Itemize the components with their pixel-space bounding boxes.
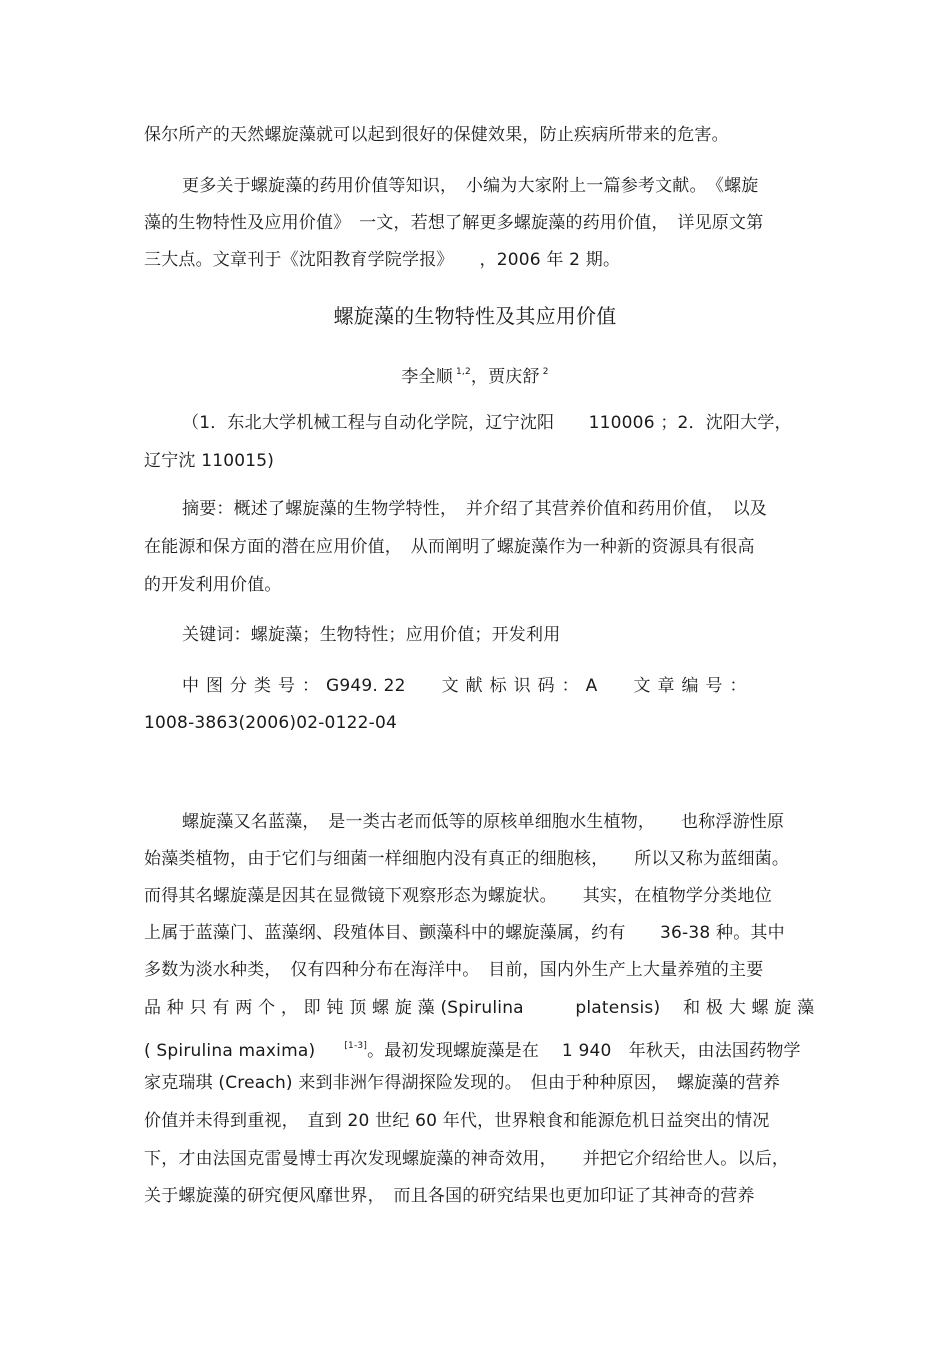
doc-code-label: 文献标识码： bbox=[441, 676, 586, 696]
citation-mark: [1-3] bbox=[344, 1041, 368, 1051]
body-line: 而得其名螺旋藻是因其在显微镜下观察形态为螺旋状。 其实，在植物学分类地位 bbox=[144, 886, 772, 906]
body-line: 下，才由法国克雷曼博士再次发现螺旋藻的神奇效用， 并把它介绍给世人。以后， bbox=[144, 1149, 790, 1169]
body-line: 价值并未得到重视， 直到 20 世纪 60 年代，世界粮食和能源危机日益突出的情况 bbox=[144, 1111, 770, 1131]
intro-paragraph-line: 藻的生物特性及应用价值》 一文，若想了解更多螺旋藻的药用价值， 详见原文第 bbox=[144, 213, 764, 233]
abstract-line: 摘要：概述了螺旋藻的生物学特性， 并介绍了其营养价值和药用价值， 以及 bbox=[182, 499, 767, 519]
article-authors bbox=[0, 361, 950, 388]
doc-code-value: A bbox=[585, 676, 598, 696]
body-text: 。最初发现螺旋藻是在 1 940 年秋天，由法国药物学 bbox=[367, 1041, 801, 1061]
body-line: 家克瑞琪 (Creach) 来到非洲乍得湖探险发现的。 但由于种种原因， 螺旋藻的营养 bbox=[144, 1073, 781, 1093]
abstract-line: 在能源和保方面的潜在应用价值， 从而阐明了螺旋藻作为一种新的资源具有很高 bbox=[144, 537, 755, 557]
abstract-line: 的开发利用价值。 bbox=[144, 575, 282, 595]
intro-paragraph-end: 保尔所产的天然螺旋藻就可以起到很好的保健效果，防止疾病所带来的危害。 bbox=[144, 125, 729, 145]
body-line: 多数为淡水种类， 仅有四种分布在海洋中。 目前，国内外生产上大量养殖的主要 bbox=[144, 960, 764, 980]
class-number-value: G949. 22 bbox=[326, 676, 406, 696]
affiliation-line: （1．东北大学机械工程与自动化学院，辽宁沈阳 110006 ；2．沈阳大学， bbox=[182, 413, 792, 433]
body-text: ( Spirulina maxima) bbox=[144, 1041, 316, 1061]
body-line: 上属于蓝藻门、蓝藻纲、段殖体目、颤藻科中的螺旋藻属，约有 36-38 种。其中 bbox=[144, 923, 785, 943]
author-affiliation-mark: 1,2 bbox=[455, 367, 471, 377]
author-name: 李全顺 bbox=[401, 367, 453, 387]
body-line: 关于螺旋藻的研究便风靡世界， 而且各国的研究结果也更加印证了其神奇的营养 bbox=[144, 1186, 755, 1206]
body-line: 始藻类植物，由于它们与细菌一样细胞内没有真正的细胞核， 所以又称为蓝细菌。 bbox=[144, 849, 790, 869]
intro-paragraph-line: 更多关于螺旋藻的药用价值等知识， 小编为大家附上一篇参考文献。 《螺旋 bbox=[182, 176, 759, 196]
keywords-line: 关键词：螺旋藻；生物特性；应用价值；开发利用 bbox=[182, 625, 561, 645]
author-separator: ， bbox=[470, 367, 489, 387]
body-line: 螺旋藻又名蓝藻， 是一类古老而低等的原核单细胞水生植物， 也称浮游性原 bbox=[182, 812, 785, 832]
body-line bbox=[144, 1035, 801, 1062]
article-number-value: 1008-3863(2006)02-0122-04 bbox=[144, 713, 397, 733]
body-line: 品 种 只 有 两 个 ， 即 钝 顶 螺 旋 藻 (Spirulina platensis) 和 极 大 螺 旋 藻 bbox=[144, 998, 815, 1018]
intro-paragraph-line: 三大点。文章刊于《沈阳教育学院学报》 ，2006 年 2 期。 bbox=[144, 250, 621, 270]
affiliation-line: 辽宁沈 110015) bbox=[144, 451, 275, 471]
author-name: 贾庆舒 bbox=[488, 367, 540, 387]
class-number-label: 中图分类号： bbox=[182, 676, 326, 696]
article-number-label: 文章编号： bbox=[633, 676, 754, 696]
author-affiliation-mark: 2 bbox=[542, 367, 549, 377]
classification-line bbox=[182, 675, 754, 697]
article-title: 螺旋藻的生物特性及其应用价值 bbox=[333, 304, 617, 328]
